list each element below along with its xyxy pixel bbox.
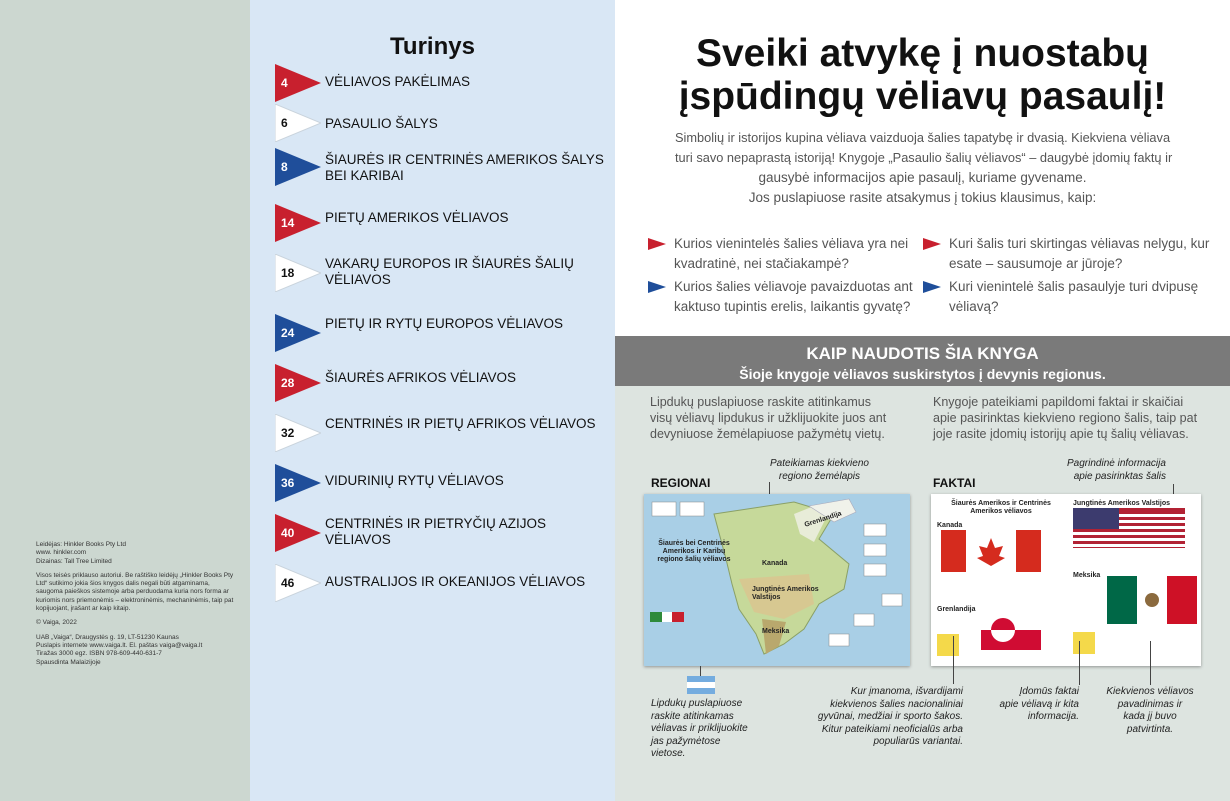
toc-item	[275, 414, 605, 454]
mexico-flag-illustration	[1107, 576, 1197, 624]
mini-map-label-greenland: Grenlandija	[803, 510, 843, 529]
intro-paragraph	[675, 128, 1173, 208]
toc-page-number: 28	[281, 376, 295, 390]
pennant-flag-icon	[275, 148, 321, 186]
pennant-flag-icon	[275, 464, 321, 502]
toc-item	[275, 364, 605, 404]
pennant-flag-icon	[275, 514, 321, 552]
imprint	[36, 541, 236, 667]
mini-map-label-mexico: Meksika	[762, 628, 790, 635]
toc-item	[275, 204, 605, 244]
toc-item-label: VĖLIAVOS PAKĖLIMAS	[325, 74, 471, 89]
toc-item	[275, 464, 605, 504]
caption-national-symbols: Kur įmanoma, išvardijami kiekvienos šalies nacionaliniai gyvūnai, medžiai ir sporto šakos. Kitur pateikiami neoficialūs arba populiarūs variantai.	[817, 686, 963, 747]
canada-flag-illustration	[941, 530, 1041, 572]
facts-spread-preview	[931, 494, 1201, 666]
question-2: Kurios šalies vėliavoje pavaizduotas ant kaktuso tupintis erelis, laikantis gyvatę?	[674, 277, 913, 317]
imprint-web: www. hinkler.com	[36, 549, 87, 557]
toc-item-label: PIETŲ AMERIKOS VĖLIAVOS	[325, 210, 509, 225]
toc-item-label: VIDURINIŲ RYTŲ VĖLIAVOS	[325, 473, 504, 488]
red-arrow-icon	[648, 238, 666, 250]
imprint-address: UAB „Vaiga“, Draugystės g. 19, LT-51230 Kaunas	[36, 633, 179, 641]
pennant-flag-icon	[275, 64, 321, 102]
toc-page-number: 6	[281, 116, 288, 130]
imprint-printed: Spausdinta Malaizijoje	[36, 658, 101, 666]
mini-map-label-usa: Jungtinės Amerikos Valstijos	[752, 586, 819, 601]
toc-item-label: VAKARŲ EUROPOS IR ŠIAURĖS ŠALIŲ VĖLIAVOS	[325, 256, 574, 287]
toc-title: Turinys	[390, 33, 475, 60]
intro-line3: gausybė informacijos apie pasaulį, kuriame gyvename.	[758, 170, 1087, 185]
blue-arrow-icon	[923, 281, 941, 293]
pennant-flag-icon	[275, 254, 321, 292]
facts-label: FAKTAI	[933, 476, 976, 490]
imprint-column	[0, 0, 250, 801]
toc-item-label: ŠIAURĖS IR CENTRINĖS AMERIKOS ŠALYS BEI KARIBAI	[325, 152, 604, 183]
caption-info: Pagrindinė informacija apie pasirinktas šalis	[1067, 458, 1166, 482]
question-3: Kuri šalis turi skirtingas vėliavas nelygu, kur esate – sausumoje ar jūroje?	[949, 234, 1209, 274]
question-4: Kuri vienintelė šalis pasaulyje turi dvipusę vėliavą?	[949, 277, 1198, 317]
toc-item	[275, 148, 605, 188]
how-to-use-title: KAIP NAUDOTIS ŠIA KNYGA	[806, 344, 1039, 363]
regions-label: REGIONAI	[651, 476, 711, 490]
how-to-use-subtitle: Šioje knygoje vėliavos suskirstytos į devynis regionus.	[739, 366, 1106, 382]
toc-item	[275, 314, 605, 354]
mini-facts-title: Šiaurės Amerikos ir Centrinės Amerikos vėliavos	[951, 500, 1051, 515]
pennant-flag-icon	[275, 564, 321, 602]
leader-line	[953, 636, 954, 684]
imprint-design: Dizainas: Tall Tree Limited	[36, 557, 112, 565]
mini-map-label-canada: Kanada	[762, 560, 788, 567]
intro-page	[615, 0, 1230, 801]
mini-greenland-label: Grenlandija	[937, 606, 976, 613]
question-1: Kurios vienintelės šalies vėliava yra nei kvadratinė, nei stačiakampė?	[674, 234, 908, 274]
page-headline	[615, 32, 1230, 118]
greenland-flag-illustration	[981, 610, 1041, 650]
headline-line1: Sveiki atvykę į nuostabų	[695, 32, 1149, 75]
imprint-rights: Visos teisės priklauso autoriui. Be raštiško leidėjų „Hinkler Books Pty Ltd“ sutikimo jokia šios knygos dalis negali būti atgaminama, saugoma paieškos sistemoje arba perduodama kuria nors forma ar kuriomis nors priemonėmis – elektroninėmis, mechaninėmis, taip pat kopijuojant, įrašant ar kaip kitaip.	[36, 571, 234, 613]
caption-map: Pateikiamas kiekvieno regiono žemėlapis	[770, 458, 869, 482]
north-america-map-illustration	[644, 494, 910, 666]
toc-page-number: 24	[281, 326, 295, 340]
imprint-print: Tiražas 3000 egz. ISBN 978-609-440-631-7	[36, 650, 162, 658]
toc-item	[275, 254, 605, 294]
fun-fact-box	[937, 634, 959, 656]
toc-page-number: 18	[281, 266, 295, 280]
imprint-contact: Puslapis internete www.vaiga.lt. El. paštas vaiga@vaiga.lt	[36, 641, 203, 649]
toc-page-number: 46	[281, 576, 295, 590]
toc-page-number: 40	[281, 526, 295, 540]
imprint-publisher: Leidėjas: Hinkler Books Pty Ltd	[36, 541, 126, 548]
toc-item-label: CENTRINĖS IR PIETRYČIŲ AZIJOS VĖLIAVOS	[325, 516, 547, 547]
toc-page-number: 4	[281, 76, 288, 90]
pennant-flag-icon	[275, 314, 321, 352]
mini-mexico-label: Meksika	[1073, 572, 1101, 579]
pennant-flag-icon	[275, 204, 321, 242]
toc-item	[275, 64, 605, 104]
pennant-flag-icon	[275, 104, 321, 142]
fun-fact-box	[1073, 632, 1095, 654]
leader-line	[1079, 641, 1080, 685]
regions-spread-preview	[644, 494, 910, 666]
caption-fun-facts: Įdomūs faktai apie vėliavą ir kita informacija.	[999, 686, 1079, 722]
contents-column	[250, 0, 615, 801]
pennant-flag-icon	[275, 364, 321, 402]
how-to-use-banner	[615, 336, 1230, 386]
mini-map-title: Šiaurės bei Centrinės Amerikos ir Karibų regiono šalių vėliavos	[657, 540, 731, 563]
intro-line4: Jos puslapiuose rasite atsakymus į tokius klausimus, kaip:	[748, 190, 1097, 205]
toc-page-number: 14	[281, 216, 295, 230]
toc-page-number: 8	[281, 160, 288, 174]
toc-item-label: CENTRINĖS IR PIETŲ AFRIKOS VĖLIAVOS	[325, 416, 596, 431]
headline-line2: įspūdingų vėliavų pasaulį!	[678, 75, 1167, 118]
toc-item-label: ŠIAURĖS AFRIKOS VĖLIAVOS	[325, 370, 517, 385]
leader-line	[1150, 641, 1151, 685]
usa-flag-illustration	[1073, 508, 1185, 548]
toc-item	[275, 564, 605, 604]
stickers-explanation: Lipdukų puslapiuose raskite atitinkamus visų vėliavų lipdukus ir užklijuokite juos ant devyniuose žemėlapiuose pažymėtų vietų.	[650, 395, 887, 441]
toc-item-label: PIETŲ IR RYTŲ EUROPOS VĖLIAVOS	[325, 316, 564, 331]
intro-line2: turi savo nepaprastą istoriją! Knygoje „Pasaulio šalių vėliavos“ – daugybė įdomių faktų ir	[675, 150, 1173, 165]
pennant-flag-icon	[275, 414, 321, 452]
how-to-use-section	[615, 336, 1230, 801]
red-arrow-icon	[923, 238, 941, 250]
toc-page-number: 32	[281, 426, 295, 440]
intro-line1: Simbolių ir istorijos kupina vėliava vaizduoja šalies tapatybę ir dvasią. Kiekviena vėliava	[675, 130, 1171, 145]
toc-item	[275, 104, 605, 144]
caption-stickers: Lipdukų puslapiuose raskite atitinkamas vėliavas ir priklijuokite jas pažymėtose vietose.	[651, 698, 748, 759]
blue-arrow-icon	[648, 281, 666, 293]
toc-item-label: AUSTRALIJOS IR OKEANIJOS VĖLIAVOS	[325, 574, 586, 589]
mini-canada-label: Kanada	[937, 522, 963, 529]
leader-line	[700, 666, 701, 676]
caption-flag-adopted: Kiekvienos vėliavos pavadinimas ir kada jį buvo patvirtinta.	[1106, 686, 1194, 735]
mini-usa-label: Jungtinės Amerikos Valstijos	[1073, 500, 1170, 507]
imprint-copyright: © Vaiga, 2022	[36, 619, 77, 627]
toc-item-label: PASAULIO ŠALYS	[325, 116, 438, 131]
sticker-flag-icon	[687, 676, 715, 694]
facts-explanation: Knygoje pateikiami papildomi faktai ir skaičiai apie pasirinktas kiekvieno regiono šalis, taip pat joje rasite įdomių istorijų apie tų šalių vėliavas.	[933, 395, 1198, 441]
toc-page-number: 36	[281, 476, 295, 490]
toc-item	[275, 514, 605, 554]
